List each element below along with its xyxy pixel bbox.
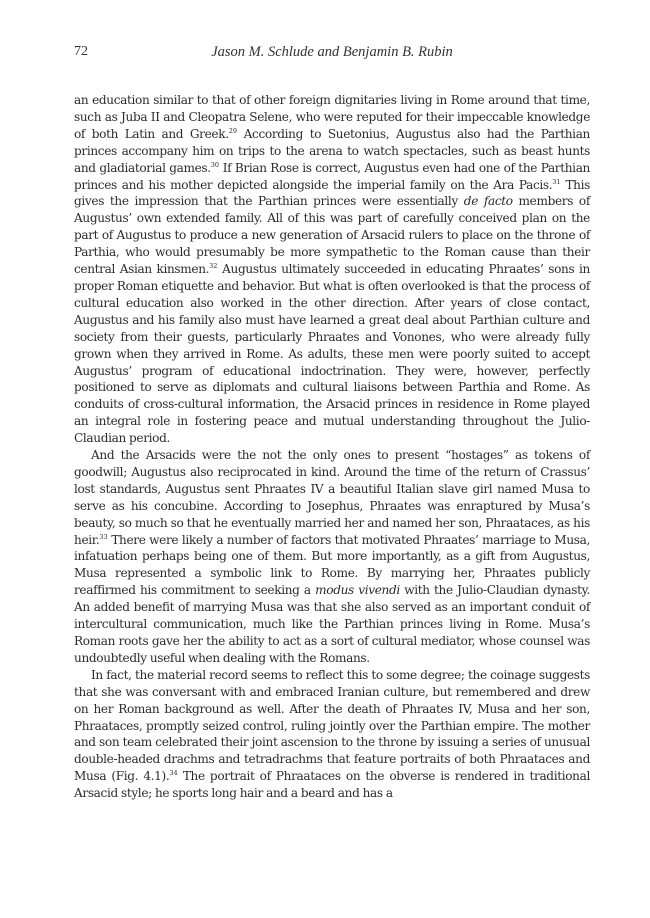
text-run: According to Suetonius, Augustus also had the Parthian princes accompany him on trips to the arena to watch spectacles, such as beast hunts and gladiatorial games.: [74, 126, 590, 175]
text-run: If Brian Rose is correct, Augustus even had one of the Parthian princes and his mother depicted alongside the imperial family on the Ara Pacis.: [74, 160, 590, 192]
footnote-ref: 29: [228, 126, 237, 135]
text-run: There were likely a number of factors that motivated Phraates’ marriage to Musa, infatuation perhaps being one of them. But more importantly, as a gift from Augustus, Musa represented a symbolic link to Rome. By marrying her, Phraates publicly reaffirmed his commitment to seeking a: [74, 532, 590, 598]
footnote-ref: 30: [210, 160, 220, 169]
text-run: Augustus ultimately succeeded in educating Phraates’ sons in proper Roman etiquette and behavior. But what is often overlooked is that the process of cultural education also worked in the other direction. After years of close contact, Augustus and his family also must have learned a great deal about Parthian culture and society from their guests, particularly Phraates and Vonones, who were already fully grown when they arrived in Rome. As adults, these men were poorly suited to accept Augustus’ program of educational indoctrination. They were, however, perfectly positioned to serve as diplomats and cultural liaisons between Parthia and Rome. As conduits of cross-cultural information, the Arsacid princes in residence in Rome played an integral role in fostering peace and mutual understanding throughout the Julio-Claudian period.: [74, 262, 590, 446]
text-run: members of Augustus’ own extended family. All of this was part of carefully conceived plan on the part of Augustus to produce a new generation of Arsacid rulers to place on the throne of Parthia, who would presumably be more sympathetic to the Roman cause than their central Asian kinsmen.: [74, 194, 590, 277]
paragraph-1: [74, 92, 590, 447]
footnote-ref: 34: [169, 769, 178, 778]
text-run: an education similar to that of other foreign dignitaries living in Rome around that time, such as Juba II and Cleopatra Selene, who were reputed for their impeccable knowledge of both Latin and Greek.: [74, 93, 590, 141]
paragraph-2: [74, 447, 590, 667]
body-text: [74, 92, 590, 802]
page-number: 72: [74, 44, 88, 59]
footnote-ref: 33: [99, 532, 108, 541]
text-run: with the Julio-Claudian dynasty. An added benefit of marrying Musa was that she also served as an important conduit of intercultural communication, much like the Parthian princes living in Rome. Musa’s Roman roots gave her the ability to act as a sort of cultural mediator, whose counsel was undoubtedly useful when dealing with the Romans.: [74, 583, 590, 665]
footnote-ref: 32: [209, 262, 218, 271]
page-header: [74, 44, 590, 64]
running-head: Jason M. Schlude and Benjamin B. Rubin: [211, 44, 453, 60]
text-run: This gives the impression that the Parthian princes were essentially: [74, 177, 590, 209]
text-run: In fact, the material record seems to reflect this to some degree; the coinage suggests that she was conversant with and embraced Iranian culture, but remembered and drew on her Roman background as well. After the death of Phraates IV, Musa and her son, Phraataces, promptly seized control, ruling jointly over the Parthian empire. The mother and son team celebrated their joint ascension to the throne by issuing a series of unusual double-headed drachms and tetradrachms that feature portraits of both Phraataces and Musa (Fig. 4.1).: [74, 667, 590, 784]
italic-phrase: de facto: [463, 194, 513, 209]
footnote-ref: 31: [552, 177, 561, 186]
text-run: The portrait of Phraataces on the obverse is rendered in traditional Arsacid style; he sports long hair and a beard and has a: [74, 769, 590, 801]
text-run: And the Arsacids were the not the only ones to present “hostages” as tokens of goodwill; Augustus also reciprocated in kind. Around the time of the return of Crassus’ lost standards, Augustus sent Phraates IV a beautiful Italian slave girl named Musa to serve as his concubine. According to Josephus, Phraates was enraptured by Musa’s beauty, so much so that he eventually married her and named her son, Phraataces, as his heir.: [74, 448, 590, 547]
italic-phrase: modus vivendi: [315, 583, 400, 598]
paragraph-3: [74, 667, 590, 802]
